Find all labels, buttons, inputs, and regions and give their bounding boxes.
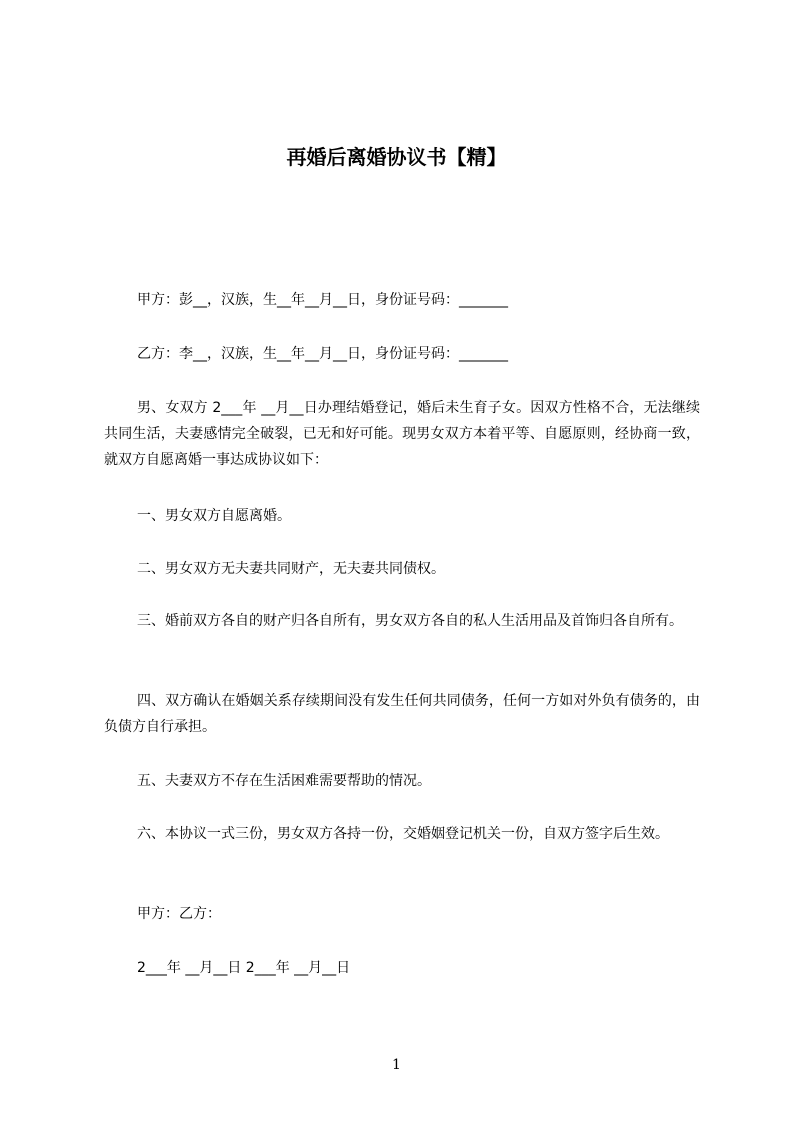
clause-5: 五、夫妻双方不存在生活困难需要帮助的情况。 [137,773,431,789]
party-a-info: 甲方：彭__，汉族，生__年__月__日，身份证号码：_______ [137,292,508,308]
party-b-info: 乙方：李__，汉族，生__年__月__日，身份证号码：_______ [137,346,508,362]
preamble-paragraph: 男、女双方 2___年 __月__日办理结婚登记，婚后未生育子女。因双方性格不合，无法继续共同生活，夫妻感情完全破裂，已无和好可能。现男女双方本着平等、自愿原则，经协商一致，就双方自愿离婚一事达成协议如下： [104,400,700,468]
signature-line: 甲方：乙方： [137,906,221,922]
clause-1: 一、男女双方自愿离婚。 [137,508,291,524]
document-title: 再婚后离婚协议书【精】 [286,145,507,169]
clause-4: 四、双方确认在婚姻关系存续期间没有发生任何共同债务，任何一方如对外负有债务的，由负债方自行承担。 [104,693,700,735]
clause-6: 六、本协议一式三份，男女双方各持一份，交婚姻登记机关一份，自双方签字后生效。 [137,826,669,842]
clause-2: 二、男女双方无夫妻共同财产，无夫妻共同债权。 [137,561,445,577]
date-line: 2___年 __月__日 2___年 __月__日 [137,960,351,976]
page-number: 1 [392,1057,401,1073]
clause-3: 三、婚前双方各自的财产归各自所有，男女双方各自的私人生活用品及首饰归各自所有。 [137,613,683,629]
